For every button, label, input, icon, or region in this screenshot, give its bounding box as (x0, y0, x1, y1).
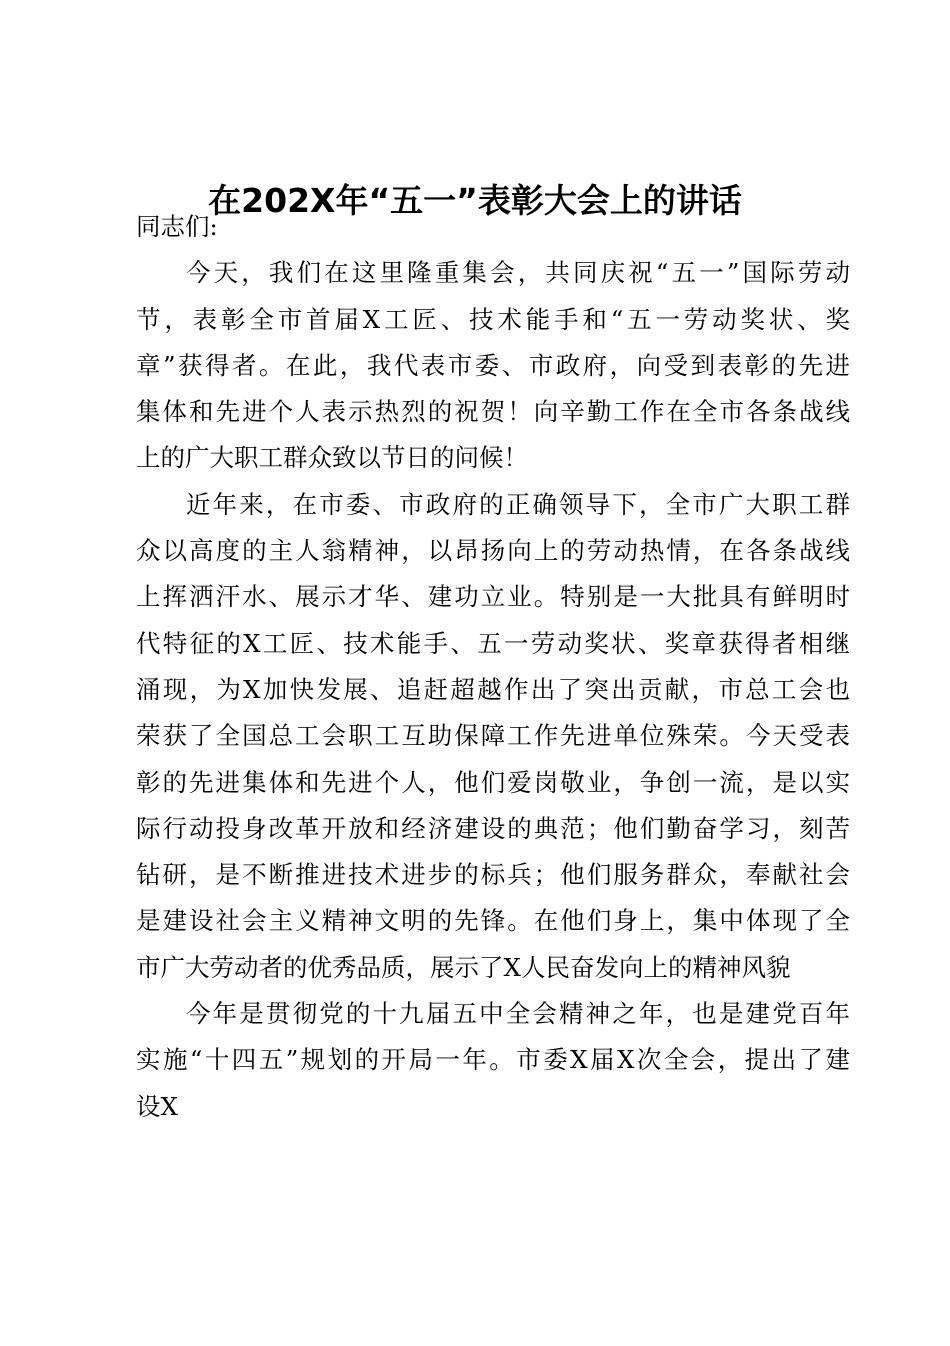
document-title: 在202X年“五一”表彰大会上的讲话 (208, 181, 742, 220)
paragraph-line: 代特征的X工匠、技术能手、五一劳动奖状、奖章获得者相继 (136, 628, 850, 658)
paragraph-2 (136, 482, 850, 991)
paragraph-line: 今天，我们在这里隆重集会，共同庆祝“五一”国际劳动 (186, 258, 850, 288)
paragraph-line: 钻研，是不断推进技术进步的标兵；他们服务群众，奉献社会 (136, 860, 850, 890)
paragraph-line: 际行动投身改革开放和经济建设的典范；他们勤奋学习，刻苦 (136, 813, 850, 843)
paragraph-line: 节，表彰全市首届X工匠、技术能手和“五一劳动奖状、奖 (136, 304, 850, 334)
paragraph-line: 上挥洒汗水、展示才华、建功立业。特别是一大批具有鲜明时 (136, 582, 850, 612)
paragraph-line: 实施“十四五”规划的开局一年。市委X届X次全会，提出了建 (136, 1045, 850, 1075)
paragraph-line: 彰的先进集体和先进个人，他们爱岗敬业，争创一流，是以实 (136, 767, 850, 797)
salutation: 同志们: (136, 212, 218, 241)
paragraph-line: 市广大劳动者的优秀品质，展示了X人民奋发向上的精神风貌 (136, 952, 791, 982)
paragraph-3 (136, 991, 850, 1130)
document-body (136, 204, 850, 1130)
paragraph-line: 是建设社会主义精神文明的先锋。在他们身上，集中体现了全 (136, 906, 850, 936)
paragraph-line: 章”获得者。在此，我代表市委、市政府，向受到表彰的先进 (136, 350, 850, 380)
paragraph-line: 集体和先进个人表示热烈的祝贺！向辛勤工作在全市各条战线 (136, 397, 850, 427)
paragraph-line: 荣获了全国总工会职工互助保障工作先进单位殊荣。今天受表 (136, 721, 850, 751)
paragraph-line: 众以高度的主人翁精神，以昂扬向上的劳动热情，在各条战线 (136, 536, 850, 566)
paragraph-line: 近年来，在市委、市政府的正确领导下，全市广大职工群 (186, 489, 850, 519)
paragraph-line: 今年是贯彻党的十九届五中全会精神之年，也是建党百年 (186, 999, 850, 1029)
paragraph-line: 涌现，为X加快发展、追赶超越作出了突出贡献，市总工会也 (136, 674, 850, 704)
paragraph-line: 设X (136, 1091, 178, 1121)
paragraph-line: 上的广大职工群众致以节日的问候！ (136, 443, 528, 473)
paragraph-1 (136, 250, 850, 481)
